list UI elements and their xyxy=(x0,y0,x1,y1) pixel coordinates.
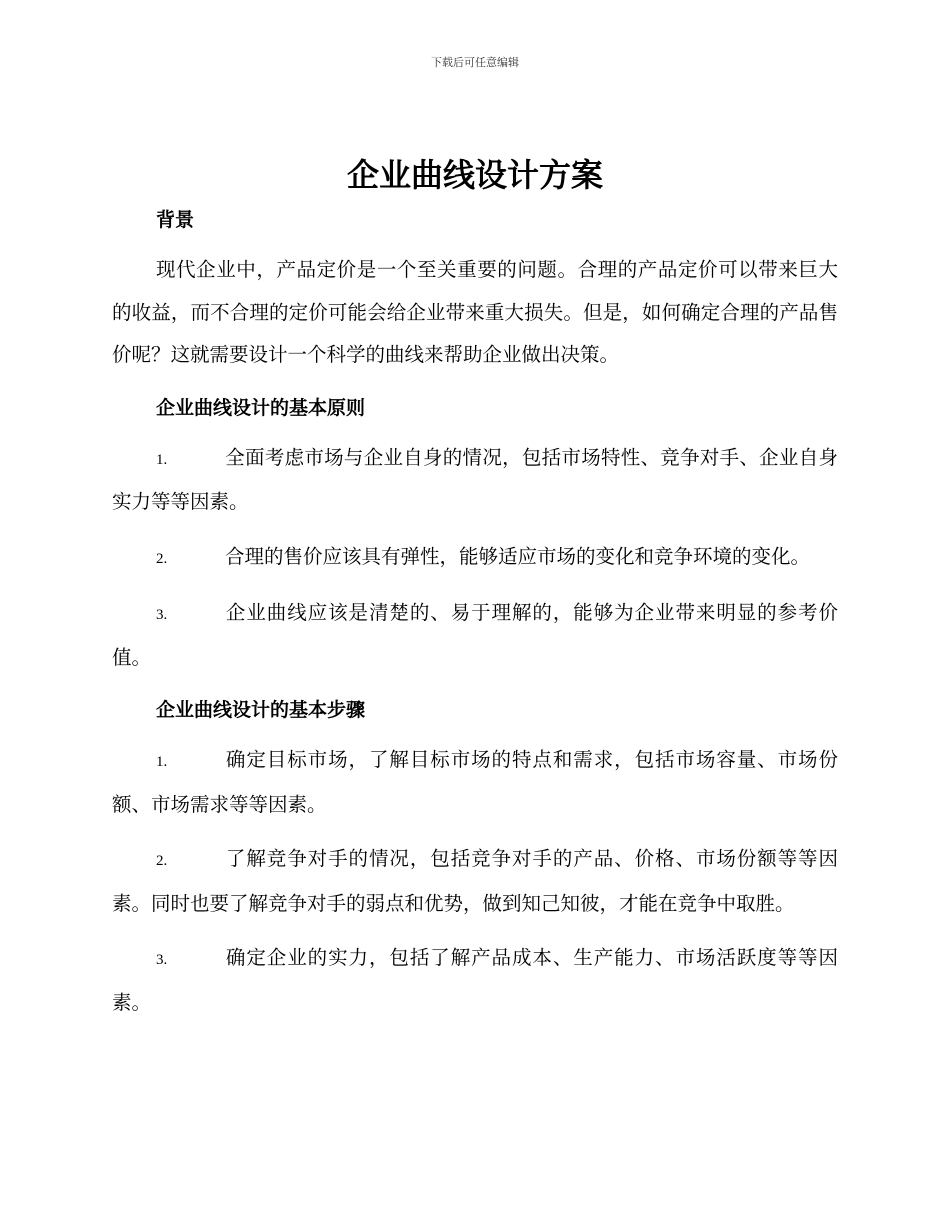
list-number: 3. xyxy=(156,607,168,623)
list-number: 2. xyxy=(156,853,168,869)
list-number: 1. xyxy=(156,754,168,770)
list-item xyxy=(112,937,838,1024)
list-item xyxy=(112,437,838,524)
list-item xyxy=(112,739,838,826)
list-item-text: 确定企业的实力，包括了解产品成本、生产能力、市场活跃度等等因素。 xyxy=(112,946,838,1014)
document-title: 企业曲线设计方案 xyxy=(346,156,603,194)
list-item xyxy=(112,536,838,581)
list-item-text: 了解竞争对手的情况，包括竞争对手的产品、价格、市场份额等等因素。同时也要了解竞争对手的弱点和优势，做到知己知彼，才能在竞争中取胜。 xyxy=(112,847,838,915)
document-body xyxy=(112,203,838,1024)
header-note: 下载后可任意编辑 xyxy=(431,56,519,69)
list-item xyxy=(112,838,838,925)
section-heading-steps: 企业曲线设计的基本步骤 xyxy=(156,699,366,721)
list-item-text: 全面考虑市场与企业自身的情况，包括市场特性、竞争对手、企业自身实力等等因素。 xyxy=(112,445,838,513)
section-heading-background: 背景 xyxy=(156,209,195,231)
list-item xyxy=(112,592,838,679)
list-number: 2. xyxy=(156,550,168,567)
list-item-text: 合理的售价应该具有弹性，能够适应市场的变化和竞争环境的变化。 xyxy=(225,544,811,568)
section-heading-principles: 企业曲线设计的基本原则 xyxy=(156,396,366,419)
list-number: 1. xyxy=(156,451,168,468)
list-item-text: 确定目标市场，了解目标市场的特点和需求，包括市场容量、市场份额、市场需求等等因素。 xyxy=(112,748,838,816)
list-item-text: 企业曲线应该是清楚的、易于理解的，能够为企业带来明显的参考价值。 xyxy=(112,601,838,669)
list-number: 3. xyxy=(156,952,168,968)
paragraph-background: 现代企业中，产品定价是一个至关重要的问题。合理的产品定价可以带来巨大的收益，而不合理的定价可能会给企业带来重大损失。但是，如何确定合理的产品售价呢？这就需要设计一个科学的曲线来帮助企业做出决策。 xyxy=(112,258,838,366)
